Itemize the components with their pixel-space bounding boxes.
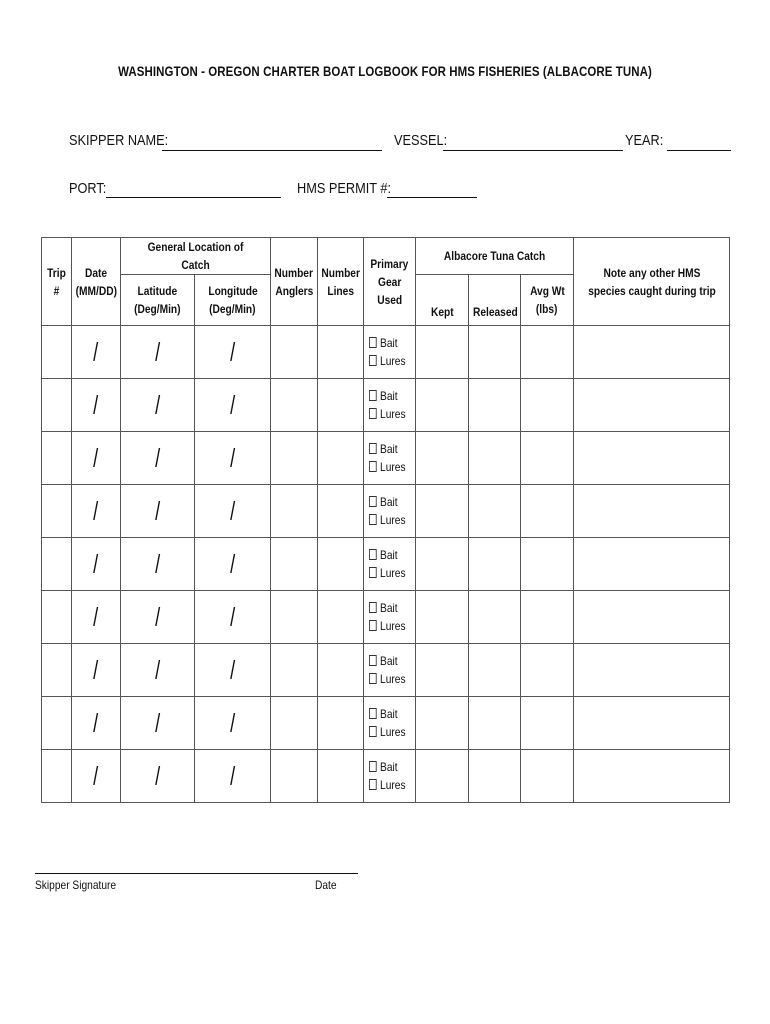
slash-separator: / xyxy=(154,548,161,579)
avg-wt-cell[interactable] xyxy=(521,538,574,591)
gear-option-label: Lures xyxy=(380,619,406,633)
gear-option-lures[interactable] xyxy=(369,617,408,635)
port-field[interactable] xyxy=(106,197,281,198)
anglers-cell[interactable] xyxy=(271,750,318,803)
table-row xyxy=(42,485,730,538)
gear-option-label: Bait xyxy=(380,495,398,509)
trip-cell[interactable] xyxy=(42,697,72,750)
anglers-cell[interactable] xyxy=(271,485,318,538)
kept-cell[interactable] xyxy=(416,379,469,432)
note-cell[interactable] xyxy=(574,485,730,538)
vessel-field[interactable] xyxy=(443,150,623,151)
gear-option-label: Bait xyxy=(380,389,398,403)
avg-wt-cell[interactable] xyxy=(521,697,574,750)
checkbox-icon[interactable] xyxy=(369,408,377,419)
gear-option-label: Lures xyxy=(380,566,406,580)
year-field[interactable] xyxy=(667,150,731,151)
table-row xyxy=(42,326,730,379)
gear-option-label: Lures xyxy=(380,778,406,792)
skipper-name-field[interactable] xyxy=(162,150,382,151)
slash-separator: / xyxy=(154,760,161,791)
slash-separator: / xyxy=(154,654,161,685)
trip-header: Trip # xyxy=(42,238,72,326)
port-label: PORT: xyxy=(69,180,107,197)
date-cell[interactable] xyxy=(72,379,121,432)
latitude-cell[interactable] xyxy=(121,591,195,644)
lines-cell[interactable] xyxy=(318,432,364,485)
gear-option-bait[interactable] xyxy=(369,493,408,511)
released-cell[interactable] xyxy=(469,750,521,803)
slash-separator: / xyxy=(154,495,161,526)
table-row xyxy=(42,697,730,750)
note-cell[interactable] xyxy=(574,538,730,591)
slash-separator: / xyxy=(229,601,236,632)
gear-cell[interactable] xyxy=(364,591,416,644)
gear-option-bait[interactable] xyxy=(369,652,408,670)
date-cell[interactable] xyxy=(72,750,121,803)
longitude-cell[interactable] xyxy=(195,538,271,591)
lines-cell[interactable] xyxy=(318,697,364,750)
kept-cell[interactable] xyxy=(416,485,469,538)
kept-cell[interactable] xyxy=(416,750,469,803)
gear-option-bait[interactable] xyxy=(369,546,408,564)
avg-wt-cell[interactable] xyxy=(521,432,574,485)
vessel-label: VESSEL: xyxy=(394,132,448,149)
date-cell[interactable] xyxy=(72,326,121,379)
slash-separator: / xyxy=(93,548,99,579)
latitude-cell[interactable] xyxy=(121,326,195,379)
table-row xyxy=(42,379,730,432)
anglers-cell[interactable] xyxy=(271,432,318,485)
avg-wt-cell[interactable] xyxy=(521,591,574,644)
lines-cell[interactable] xyxy=(318,591,364,644)
logbook-rows xyxy=(42,326,730,803)
note-cell[interactable] xyxy=(574,379,730,432)
slash-separator: / xyxy=(229,442,236,473)
gear-option-label: Lures xyxy=(380,354,406,368)
gear-cell[interactable] xyxy=(364,379,416,432)
lines-cell[interactable] xyxy=(318,326,364,379)
avg-wt-cell[interactable] xyxy=(521,326,574,379)
gear-cell[interactable] xyxy=(364,644,416,697)
gear-option-label: Bait xyxy=(380,442,398,456)
checkbox-icon[interactable] xyxy=(369,761,377,772)
gear-option-bait[interactable] xyxy=(369,599,408,617)
slash-separator: / xyxy=(154,442,161,473)
note-cell[interactable] xyxy=(574,644,730,697)
slash-separator: / xyxy=(229,654,236,685)
released-cell[interactable] xyxy=(469,326,521,379)
gear-option-lures[interactable] xyxy=(369,458,408,476)
slash-separator: / xyxy=(154,336,161,367)
date-cell[interactable] xyxy=(72,591,121,644)
lines-cell[interactable] xyxy=(318,379,364,432)
released-cell[interactable] xyxy=(469,538,521,591)
kept-header: Kept xyxy=(416,275,469,326)
date-header: Date (MM/DD) xyxy=(72,238,121,326)
kept-cell[interactable] xyxy=(416,326,469,379)
note-cell[interactable] xyxy=(574,591,730,644)
date-cell[interactable] xyxy=(72,538,121,591)
checkbox-icon[interactable] xyxy=(369,567,377,578)
checkbox-icon[interactable] xyxy=(369,708,377,719)
released-header: Released xyxy=(469,275,521,326)
checkbox-icon[interactable] xyxy=(369,620,377,631)
released-cell[interactable] xyxy=(469,644,521,697)
checkbox-icon[interactable] xyxy=(369,355,377,366)
slash-separator: / xyxy=(154,601,161,632)
gear-option-label: Lures xyxy=(380,407,406,421)
checkbox-icon[interactable] xyxy=(369,443,377,454)
longitude-cell[interactable] xyxy=(195,326,271,379)
trip-cell[interactable] xyxy=(42,644,72,697)
gear-option-bait[interactable] xyxy=(369,440,408,458)
gear-option-label: Bait xyxy=(380,548,398,562)
table-row xyxy=(42,432,730,485)
gear-option-label: Bait xyxy=(380,707,398,721)
note-cell[interactable] xyxy=(574,432,730,485)
checkbox-icon[interactable] xyxy=(369,496,377,507)
slash-separator: / xyxy=(229,495,236,526)
date-cell[interactable] xyxy=(72,432,121,485)
lines-cell[interactable] xyxy=(318,644,364,697)
slash-separator: / xyxy=(229,336,236,367)
checkbox-icon[interactable] xyxy=(369,514,377,525)
albacore-catch-header: Albacore Tuna Catch xyxy=(416,238,574,275)
gear-option-label: Lures xyxy=(380,725,406,739)
date-cell[interactable] xyxy=(72,697,121,750)
anglers-cell[interactable] xyxy=(271,326,318,379)
released-cell[interactable] xyxy=(469,485,521,538)
gear-option-lures[interactable] xyxy=(369,405,408,423)
anglers-cell[interactable] xyxy=(271,538,318,591)
skipper-name-label: SKIPPER NAME: xyxy=(69,132,169,149)
longitude-cell[interactable] xyxy=(195,697,271,750)
gear-option-label: Bait xyxy=(380,336,398,350)
hms-permit-label: HMS PERMIT #: xyxy=(297,180,391,197)
checkbox-icon[interactable] xyxy=(369,655,377,666)
avg-wt-cell[interactable] xyxy=(521,644,574,697)
anglers-cell[interactable] xyxy=(271,697,318,750)
gear-option-bait[interactable] xyxy=(369,387,408,405)
lines-cell[interactable] xyxy=(318,485,364,538)
table-row xyxy=(42,591,730,644)
table-row xyxy=(42,644,730,697)
gear-cell[interactable] xyxy=(364,485,416,538)
gear-option-label: Lures xyxy=(380,513,406,527)
gear-option-bait[interactable] xyxy=(369,334,408,352)
kept-cell[interactable] xyxy=(416,644,469,697)
gear-option-bait[interactable] xyxy=(369,705,408,723)
released-cell[interactable] xyxy=(469,432,521,485)
table-row xyxy=(42,538,730,591)
avg-wt-cell[interactable] xyxy=(521,379,574,432)
trip-cell[interactable] xyxy=(42,538,72,591)
date-cell[interactable] xyxy=(72,485,121,538)
checkbox-icon[interactable] xyxy=(369,726,377,737)
year-label: YEAR: xyxy=(625,132,664,149)
gear-option-label: Lures xyxy=(380,672,406,686)
slash-separator: / xyxy=(93,760,99,791)
slash-separator: / xyxy=(229,389,236,420)
general-location-header: General Location of Catch xyxy=(121,238,271,275)
gear-option-label: Lures xyxy=(380,460,406,474)
gear-option-lures[interactable] xyxy=(369,723,408,741)
trip-cell[interactable] xyxy=(42,326,72,379)
lines-cell[interactable] xyxy=(318,538,364,591)
slash-separator: / xyxy=(93,495,99,526)
note-header: Note any other HMS species caught during trip xyxy=(574,238,730,326)
note-cell[interactable] xyxy=(574,697,730,750)
latitude-cell[interactable] xyxy=(121,485,195,538)
slash-separator: / xyxy=(93,442,99,473)
checkbox-icon[interactable] xyxy=(369,390,377,401)
longitude-cell[interactable] xyxy=(195,591,271,644)
longitude-cell[interactable] xyxy=(195,644,271,697)
primary-gear-header: Primary Gear Used xyxy=(364,238,416,326)
hms-permit-field[interactable] xyxy=(387,197,477,198)
gear-option-label: Bait xyxy=(380,654,398,668)
trip-cell[interactable] xyxy=(42,591,72,644)
gear-cell[interactable] xyxy=(364,697,416,750)
checkbox-icon[interactable] xyxy=(369,337,377,348)
longitude-header: Longitude (Deg/Min) xyxy=(195,275,271,326)
latitude-cell[interactable] xyxy=(121,697,195,750)
signature-line[interactable] xyxy=(35,873,358,874)
kept-cell[interactable] xyxy=(416,697,469,750)
kept-cell[interactable] xyxy=(416,432,469,485)
latitude-cell[interactable] xyxy=(121,432,195,485)
lines-cell[interactable] xyxy=(318,750,364,803)
logbook-table xyxy=(41,237,730,803)
released-cell[interactable] xyxy=(469,591,521,644)
checkbox-icon[interactable] xyxy=(369,602,377,613)
checkbox-icon[interactable] xyxy=(369,779,377,790)
table-row xyxy=(42,750,730,803)
gear-option-bait[interactable] xyxy=(369,758,408,776)
trip-cell[interactable] xyxy=(42,485,72,538)
slash-separator: / xyxy=(229,760,236,791)
slash-separator: / xyxy=(93,601,99,632)
slash-separator: / xyxy=(93,389,99,420)
trip-cell[interactable] xyxy=(42,432,72,485)
number-lines-header: Number Lines xyxy=(318,238,364,326)
released-cell[interactable] xyxy=(469,697,521,750)
gear-option-lures[interactable] xyxy=(369,776,408,794)
gear-cell[interactable] xyxy=(364,326,416,379)
gear-cell[interactable] xyxy=(364,538,416,591)
latitude-cell[interactable] xyxy=(121,750,195,803)
trip-cell[interactable] xyxy=(42,750,72,803)
anglers-cell[interactable] xyxy=(271,379,318,432)
slash-separator: / xyxy=(93,707,99,738)
gear-option-lures[interactable] xyxy=(369,352,408,370)
avg-wt-cell[interactable] xyxy=(521,750,574,803)
trip-cell[interactable] xyxy=(42,379,72,432)
gear-option-lures[interactable] xyxy=(369,511,408,529)
slash-separator: / xyxy=(93,654,99,685)
checkbox-icon[interactable] xyxy=(369,461,377,472)
avg-wt-header: Avg Wt (lbs) xyxy=(521,275,574,326)
longitude-cell[interactable] xyxy=(195,432,271,485)
latitude-cell[interactable] xyxy=(121,538,195,591)
longitude-cell[interactable] xyxy=(195,485,271,538)
checkbox-icon[interactable] xyxy=(369,549,377,560)
note-cell[interactable] xyxy=(574,750,730,803)
latitude-header: Latitude (Deg/Min) xyxy=(121,275,195,326)
kept-cell[interactable] xyxy=(416,591,469,644)
slash-separator: / xyxy=(93,336,99,367)
checkbox-icon[interactable] xyxy=(369,673,377,684)
longitude-cell[interactable] xyxy=(195,379,271,432)
released-cell[interactable] xyxy=(469,379,521,432)
latitude-cell[interactable] xyxy=(121,644,195,697)
avg-wt-cell[interactable] xyxy=(521,485,574,538)
slash-separator: / xyxy=(229,707,236,738)
signature-date-label: Date xyxy=(315,878,337,892)
gear-cell[interactable] xyxy=(364,750,416,803)
gear-option-label: Bait xyxy=(380,601,398,615)
longitude-cell[interactable] xyxy=(195,750,271,803)
note-cell[interactable] xyxy=(574,326,730,379)
gear-option-lures[interactable] xyxy=(369,670,408,688)
number-anglers-header: Number Anglers xyxy=(271,238,318,326)
latitude-cell[interactable] xyxy=(121,379,195,432)
slash-separator: / xyxy=(154,707,161,738)
document-title: WASHINGTON - OREGON CHARTER BOAT LOGBOOK FOR HMS FISHERIES (ALBACORE TUNA) xyxy=(118,63,652,79)
anglers-cell[interactable] xyxy=(271,591,318,644)
slash-separator: / xyxy=(154,389,161,420)
date-cell[interactable] xyxy=(72,644,121,697)
slash-separator: / xyxy=(229,548,236,579)
gear-option-label: Bait xyxy=(380,760,398,774)
gear-cell[interactable] xyxy=(364,432,416,485)
gear-option-lures[interactable] xyxy=(369,564,408,582)
kept-cell[interactable] xyxy=(416,538,469,591)
anglers-cell[interactable] xyxy=(271,644,318,697)
skipper-signature-label: Skipper Signature xyxy=(35,878,117,892)
